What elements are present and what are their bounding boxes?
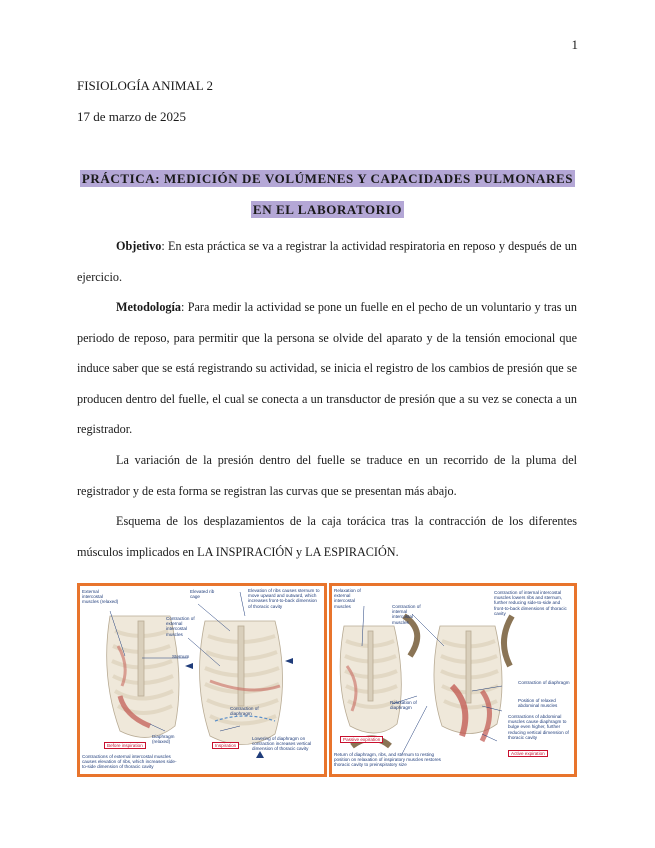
position-abdominal-label: Position of relaxed abdominal muscles: [518, 698, 558, 709]
metodologia-paragraph: [77, 292, 577, 445]
diaphragm-relaxed-label: Diaphragm (relaxed): [152, 734, 175, 745]
active-expiration-tag: Active expiration: [508, 750, 548, 757]
contractions-abdominal-label: Contractions of abdominal muscles cause diaphragm to bulge even higher, further reducing vertical dimension of thoracic cavity: [508, 714, 569, 740]
lowering-diaphragm-label: Lowering of diaphragm on contraction increases vertical dimension of thoracic cavity: [252, 736, 312, 752]
passive-expiration-tag: Passive expiration: [340, 736, 383, 743]
document-date: 17 de marzo de 2025: [77, 109, 187, 124]
page-title-line-1: PRÁCTICA: MEDICIÓN DE VOLÚMENES Y CAPACIDADES PULMONARES: [81, 171, 574, 186]
relaxation-external-label: Relaxation of external intercostal muscles: [334, 588, 361, 609]
elevated-rib-cage-label: Elevated rib cage: [190, 589, 215, 600]
respiration-figure: [77, 583, 577, 777]
elevation-ribs-label: Elevation of ribs causes sternum to move upward and outward, which increases front-to-back dimension of thoracic cavity: [248, 588, 320, 609]
metodologia-text: : Para medir la actividad se pone un fuelle en el pecho de un voluntario y tras un periodo de reposo, para permitir que la persona se olvide del aparato y de la tensión emocional que induce saber que se está registrando su actividad, se inicia el registro de los cambios de presión que se producen dentro del fuelle, el cual se conecta a un transductor de presión que a su vez se conecta a un registrador.: [77, 300, 577, 436]
inspiration-tag: Inspiration: [212, 742, 239, 749]
objetivo-text: : En esta práctica se va a registrar la actividad respiratoria en reposo y después de un ejercicio.: [77, 239, 577, 284]
scheme-paragraph: Esquema de los desplazamientos de la caja torácica tras la contracción de los diferentes músculos implicados en LA INSPIRACIÓN y LA ESPIRACIÓN.: [77, 514, 577, 559]
course-name: FISIOLOGÍA ANIMAL 2: [77, 78, 214, 93]
expiration-panel: [329, 583, 577, 777]
contraction-internal-note: Contraction of internal intercostal muscles lowers ribs and sternum, further reducing side-to-side and front-to-back dimensions of thoracic cavity: [494, 590, 567, 616]
metodologia-label: Metodología: [116, 300, 181, 314]
contraction-diaphragm-2-label: Contraction of diaphragm: [518, 680, 570, 685]
relaxation-diaphragm-label: Relaxation of diaphragm: [390, 700, 417, 711]
external-intercostals-label: External intercostal muscles (relaxed): [82, 589, 119, 605]
contraction-diaphragm-label: Contraction of diaphragm: [230, 706, 259, 717]
objetivo-paragraph: [77, 231, 577, 292]
return-diaphragm-note: Return of diaphragm, ribs, and sternum to resting position on relaxation of inspiratory muscles restores thoracic cavity to preinspiratory size: [334, 752, 441, 768]
contractions-external-note: Contractions of external intercostal muscles causes elevation of ribs, which increases side-to-side dimension of thoracic cavity: [82, 754, 177, 770]
inspiration-panel: [77, 583, 327, 777]
contraction-external-label: Contraction of external intercostal muscles: [166, 616, 195, 637]
pressure-paragraph: La variación de la presión dentro del fuelle se traduce en un recorrido de la pluma del registrador y de esta forma se registran las curvas que se presentan más abajo.: [77, 453, 577, 498]
page-number: 1: [571, 37, 578, 52]
page-title-line-2: EN EL LABORATORIO: [252, 202, 403, 217]
contraction-internal-label: Contraction of internal intercostal muscles: [392, 604, 421, 625]
sternum-label: Sternum: [172, 654, 190, 659]
objetivo-label: Objetivo: [116, 239, 162, 253]
before-inspiration-tag: Before inspiration: [104, 742, 146, 749]
